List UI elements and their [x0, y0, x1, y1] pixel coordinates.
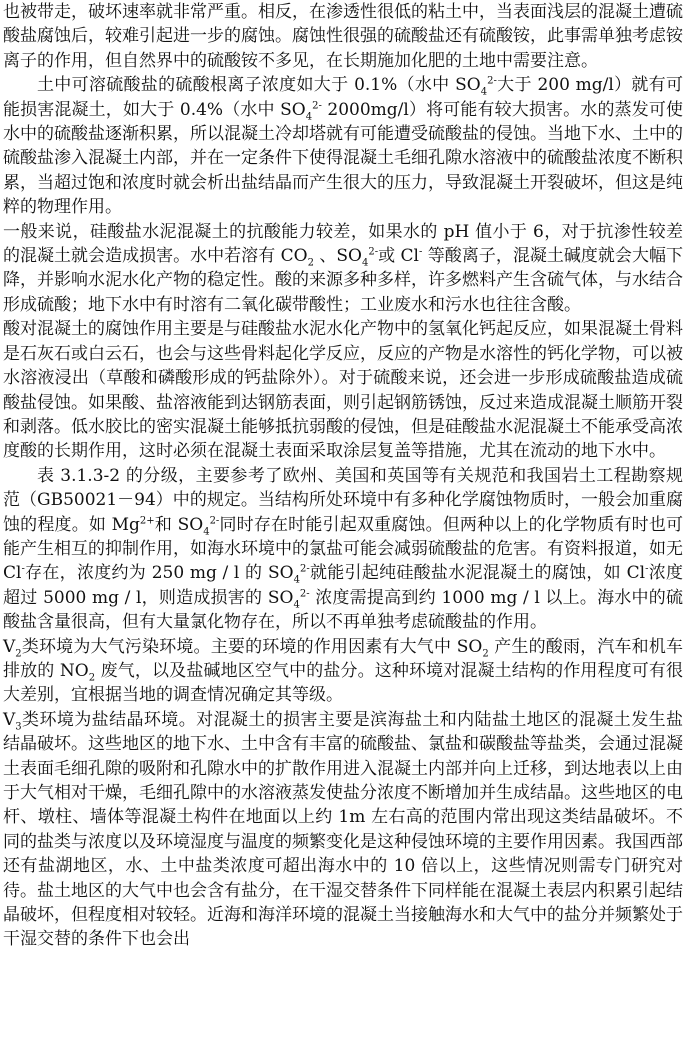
superscript: - — [21, 563, 25, 575]
subscript: 2 — [307, 257, 314, 269]
superscript: 2+ — [139, 514, 155, 526]
text-fragment: 就能引起纯硅酸盐水泥混凝土的腐蚀，如 Cl — [309, 563, 646, 584]
subscript: 4 — [293, 574, 300, 586]
superscript: - — [418, 246, 423, 258]
text-fragment: 浓度需提高到约 1000 mg / l 以上。海水中的硫酸盐含量很高，但有大量氯化物存在，所以不再单独考虑硫酸盐的作用。 — [3, 587, 683, 633]
paragraph-v3-environment — [3, 708, 683, 952]
superscript: 2- — [209, 514, 220, 526]
text-fragment: 一般来说，硅酸盐水泥混凝土的抗酸能力较差，如果水的 pH 值小于 6，对于抗渗性较差的混凝土就会造成损害。水中若溶有 CO — [3, 221, 683, 267]
subscript: 4 — [480, 86, 488, 98]
superscript: 2- — [299, 563, 310, 575]
subscript: 2 — [482, 647, 489, 659]
text-fragment: 废气，以及盐碱地区空气中的盐分。这种环境对混凝土结构的作用程度可有很大差别，宜根据当地的调查情况确定其等级。 — [3, 660, 684, 706]
text-fragment: V — [3, 709, 16, 730]
paragraph-table-grading — [3, 464, 683, 635]
paragraph-v2-environment — [3, 635, 683, 708]
text-fragment: 等酸离子，混凝土碱度就会大幅下降，并影响水泥水化产物的稳定性。酸的来源多种多样，许多燃料产生含硫气体，与水结合形成硫酸；地下水中有时溶有二氧化碳带酸性；工业废水和污水也往往含酸。 — [3, 246, 683, 315]
text-fragment: 大于 200 mg/l）就有可能损害混凝土，如大于 0.4%（水中 SO — [3, 75, 683, 120]
paragraph-sulfate-clay: 也被带走，破坏速率就非常严重。相反，在渗透性很低的粘土中，当表面浅层的混凝土遭硫酸盐腐蚀后，较难引起进一步的腐蚀。腐蚀性很强的硫酸盐还有硫酸铵，此事需单独考虑铵离子的作用，但自然界中的硫酸铵不多见，在长期施加化肥的土地中需要注意。 — [3, 2, 683, 71]
subscript: 4 — [305, 111, 313, 123]
subscript: 4 — [293, 599, 300, 611]
paragraph-sulfate-concentration — [3, 73, 683, 219]
paragraph-acid-corrosion: 酸对混凝土的腐蚀作用主要是与硅酸盐水泥水化产物中的氢氧化钙起反应，如果混凝土骨料是石灰石或白云石，也会与这些骨料起化学反应，反应的产物是水溶性的钙化学物，可以被水溶液浸出（草酸和磷酸形成的钙盐除外）。对于硫酸来说，还会进一步形成硫酸盐造成硫酸盐侵蚀。如果酸、盐溶液能到达钢筋表面，则引起钢筋锈蚀，反过来造成混凝土顺筋开裂和剥落。低水胶比的密实混凝土能够抵抗弱酸的侵蚀，但是硅酸盐水泥混凝土不能承受高浓度酸的长期作用，这时必须在混凝土表面采取涂层复盖等措施，尤其在流动的地下水中。 — [3, 319, 683, 462]
subscript: 4 — [203, 525, 210, 537]
text-fragment: 类环境为盐结晶环境。对混凝土的损害主要是滨海盐土和内陆盐土地区的混凝土发生盐结晶破坏。这些地区的地下水、土中含有丰富的硫酸盐、氯盐和碳酸盐等盐类，会通过混凝土表面毛细孔隙的吸附和孔隙水中的扩散作用进入混凝土内部并向上迁移，到达地表以上由于大气相对干燥，毛细孔隙中的水溶液蒸发使盐分浓度不断增加并生成结晶。这些地区的电杆、墩柱、墙体等混凝土构件在地面以上约 1m 左右高的范围内常出现这类结晶破坏。不同的盐类与浓度以及环境湿度与温度的频繁变化是这种侵蚀环境的主要作用因素。我国西部还有盐湖地区，水、土中盐类浓度可超出海水中的 10 倍以上，这些情况则需专门研究对待。盐土地区的大气中也会含有盐分，在干湿交替条件下同样能在混凝土表层内积累引起结晶破坏，但程度相对较轻。近海和海洋环境的混凝土当接触海水和大气中的盐分并频繁处于干湿交替的条件下也会出 — [3, 709, 683, 950]
text-fragment: 、SO — [313, 246, 362, 267]
text-fragment: 2000mg/l）将可能有较大损害。水的蒸发可使水中的硫酸盐逐渐积累，所以混凝土冷却塔就有可能遭受硫酸盐的侵蚀。当地下水、土中的硫酸盐渗入混凝土内部，并在一定条件下使得混凝土毛细孔隙水溶液中的硫酸盐浓度不断积累，当超过饱和浓度时就会析出盐结晶而产生很大的压力，导致混凝土开裂破坏，但这是纯粹的物理作用。 — [3, 99, 683, 218]
subscript: 3 — [15, 721, 22, 733]
text-fragment: 产生的酸雨，汽车和机车排放的 NO — [3, 636, 683, 681]
document-page — [3, 0, 683, 952]
text-fragment: 或 Cl — [378, 246, 419, 267]
superscript: - — [645, 563, 649, 575]
text-fragment: 同时存在时能引起双重腐蚀。但两种以上的化学物质有时也可能产生相互的抑制作用，如海水环境中的氯盐可能会减弱硫酸盐的危害。有资料报道，如无 Cl — [3, 514, 683, 584]
subscript: 4 — [361, 257, 369, 269]
subscript: 2 — [88, 672, 96, 684]
superscript: 2- — [312, 99, 322, 111]
text-fragment: 土中可溶硫酸盐的硫酸根离子浓度如大于 0.1%（水中 SO — [37, 75, 481, 96]
text-fragment: V — [3, 636, 16, 657]
text-fragment: 表 3.1.3-2 的分级，主要参考了欧州、美国和英国等有关规范和我国岩土工程勘察规范（GB50021－94）中的规定。当结构所处环境中有多种化学腐蚀物质时，一般会加重腐蚀的程度。如 Mg — [3, 465, 683, 535]
superscript: 2- — [299, 588, 310, 600]
text-fragment: 和 SO — [154, 514, 204, 535]
superscript: 2- — [368, 246, 379, 258]
text-fragment: 类环境为大气污染环境。主要的环境的作用因素有大气中 SO — [21, 636, 483, 657]
superscript: 2- — [487, 75, 497, 87]
paragraph-acid-resistance — [3, 220, 683, 318]
text-fragment: 存在，浓度约为 250 mg / l 的 SO — [24, 563, 294, 584]
text-fragment: 浓度超过 5000 mg / l，则造成损害的 SO — [3, 563, 684, 608]
subscript: 2 — [15, 647, 22, 659]
